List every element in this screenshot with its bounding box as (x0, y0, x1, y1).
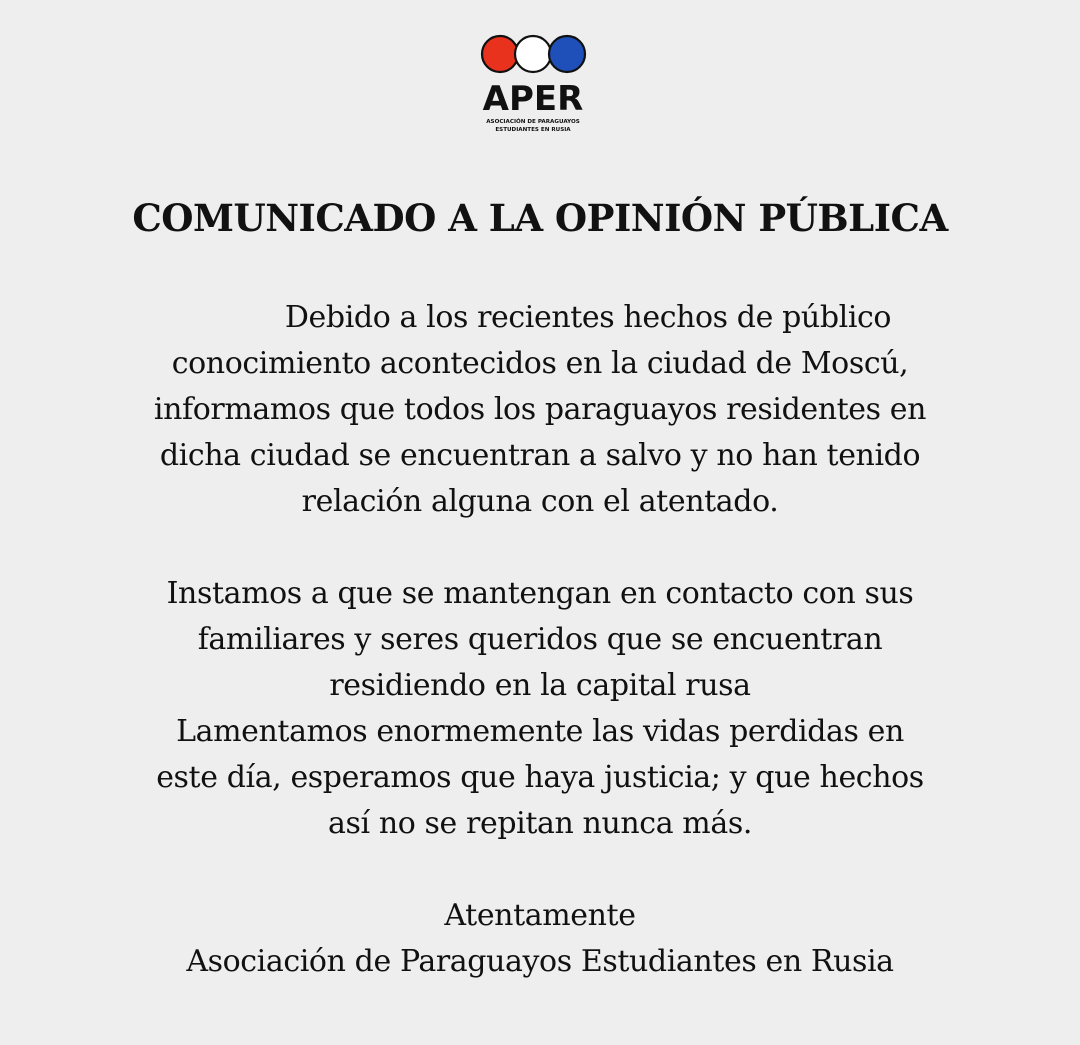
paragraph-line: Debido a los recientes hechos de público (284, 300, 892, 335)
logo-circle-blue (549, 36, 585, 72)
logo-subtitle-line1: ASOCIACIÓN DE PARAGUAYOS (486, 119, 580, 125)
logo-subtitle-line2: ESTUDIANTES EN RUSIA (495, 127, 571, 133)
communique-body (60, 295, 1020, 985)
logo-mark (475, 34, 605, 144)
logo-circle-white (515, 36, 551, 72)
paragraph-line: conocimiento acontecidos en la ciudad de Moscú, (171, 346, 909, 381)
paragraph-line: familiares y seres queridos que se encuentran (197, 622, 883, 657)
paragraph-line: este día, esperamos que haya justicia; y que hechos (156, 760, 924, 795)
paragraph-line: así no se repitan nunca más. (328, 806, 752, 841)
paragraph-line: dicha ciudad se encuentran a salvo y no han tenido (159, 438, 921, 473)
closing-block (60, 893, 1020, 985)
paragraph-1 (60, 295, 1020, 525)
aper-logo (0, 34, 1080, 144)
paragraph-line: informamos que todos los paraguayos residentes en (153, 392, 927, 427)
logo-acronym: APER (482, 79, 584, 119)
page-title: COMUNICADO A LA OPINIÓN PÚBLICA (132, 196, 948, 240)
paragraph-line: relación alguna con el atentado. (301, 484, 779, 519)
closing-salutation: Atentamente (444, 898, 636, 933)
paragraph-spacer (60, 525, 1020, 571)
logo-circle-red (482, 36, 518, 72)
paragraph-line: Lamentamos enormemente las vidas perdidas en (176, 714, 904, 749)
closing-signature: Asociación de Paraguayos Estudiantes en Rusia (186, 944, 894, 979)
paragraph-2 (60, 571, 1020, 847)
paragraph-spacer (60, 847, 1020, 893)
paragraph-line: residiendo en la capital rusa (329, 668, 751, 703)
paragraph-line: Instamos a que se mantengan en contacto con sus (166, 576, 914, 611)
